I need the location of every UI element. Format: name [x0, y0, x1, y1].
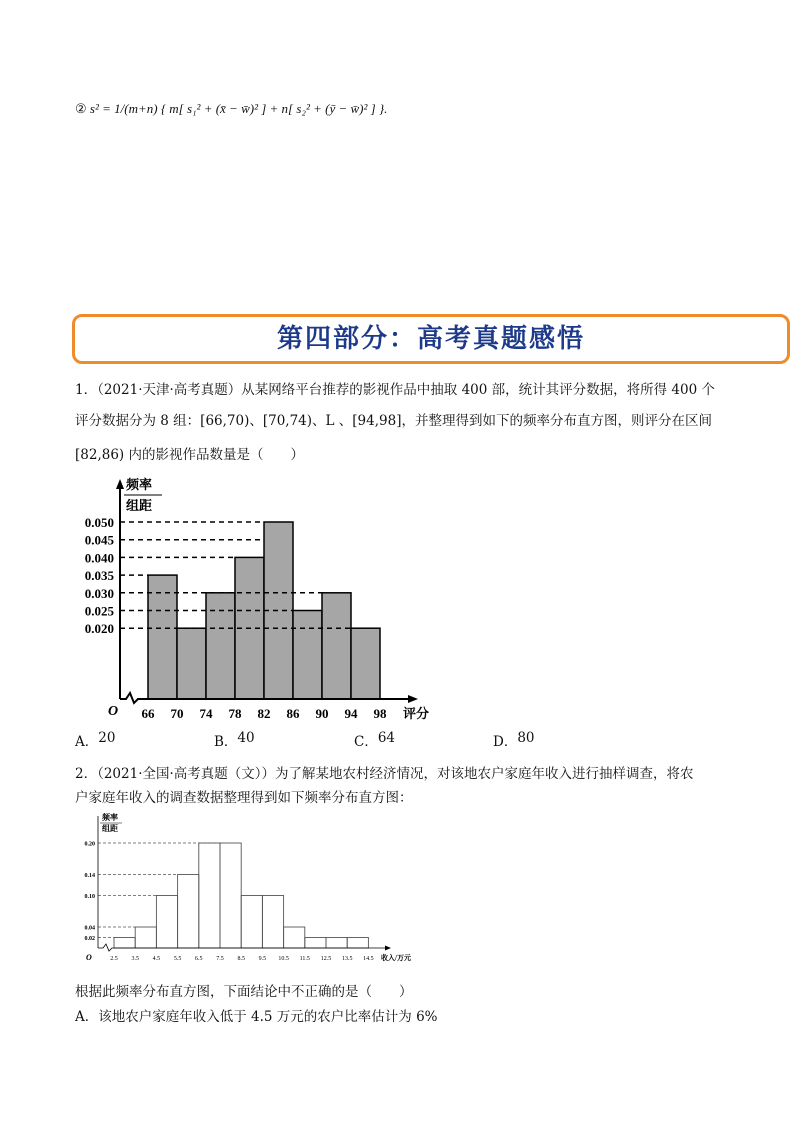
chart2-bar [326, 938, 347, 949]
chart2-bar [347, 938, 368, 949]
chart2-y-tick: 0.20 [84, 841, 95, 848]
chart2-ylabel-top: 频率 [102, 813, 118, 822]
q1-line2: 评分数据分为 8 组：[66,70)、[70,74)、L 、[94,98]，并整理得到如下的频率分布直方图，则评分在区间 [75, 413, 712, 429]
chart1-x-tick: 70 [170, 706, 184, 721]
chart2-x-tick: 5.5 [173, 956, 182, 962]
chart2-x-tick: 14.5 [363, 956, 374, 962]
q1-option-a-label: A． [75, 734, 99, 750]
chart1-x-tick: 82 [257, 706, 271, 721]
q1-option-d-label: D． [493, 734, 518, 750]
chart2-bar [220, 843, 241, 948]
chart2-bar [305, 938, 326, 949]
chart1-axis-break [120, 693, 148, 703]
chart1-x-tick: 86 [286, 706, 300, 721]
chart2-ylabel-bottom: 组距 [102, 824, 118, 833]
chart2-x-tick: 9.5 [258, 956, 267, 962]
q1-option-b[interactable] [214, 730, 255, 751]
chart2-y-tick: 0.10 [84, 894, 95, 900]
chart1-xlabel: 评分 [403, 706, 430, 721]
chart1-y-tick: 0.050 [84, 515, 114, 530]
q1-option-c-value: 64 [377, 730, 396, 746]
q1-option-d[interactable] [493, 730, 535, 751]
chart2-bar [284, 927, 305, 948]
q1-line1: 1．（2021·天津·高考真题）从某网络平台推荐的影视作品中抽取 400 部，统计其评分数据，将所得 400 个 [75, 382, 715, 398]
chart2-x-tick: 12.5 [320, 956, 332, 962]
chart1-bar [322, 593, 351, 699]
formula-prefix: ② [75, 101, 87, 116]
section-header-box [72, 314, 790, 364]
chart1-origin: O [108, 704, 119, 719]
chart2-x-tick: 6.5 [195, 956, 203, 962]
chart1-y-tick: 0.020 [84, 621, 114, 637]
chart1-y-tick: 0.045 [84, 532, 114, 548]
chart1-ylabel-top: 频率 [126, 477, 153, 492]
formula-line [75, 100, 387, 118]
chart2-y-tick: 0.04 [84, 925, 95, 932]
chart2-bar [135, 927, 156, 948]
chart2-bar [199, 843, 220, 948]
q2-line2: 户家庭年收入的调查数据整理得到如下频率分布直方图： [75, 790, 413, 806]
chart2-y-tick: 0.14 [84, 873, 95, 879]
q2-line3: 根据此频率分布直方图，下面结论中不正确的是（ ） [75, 984, 413, 1000]
chart1-ylabel-bottom: 组距 [126, 498, 153, 513]
chart2-x-tick: 2.5 [110, 956, 118, 962]
q1-option-c[interactable] [354, 730, 396, 751]
q1-option-d-value: 80 [517, 730, 535, 746]
chart1-x-tick: 90 [315, 706, 329, 721]
chart2-bar [241, 896, 262, 949]
chart2-x-tick: 10.5 [278, 956, 289, 962]
chart1-x-tick: 78 [228, 706, 242, 721]
chart1-y-arrow [116, 479, 124, 489]
chart1-x-tick: 74 [199, 706, 213, 721]
chart2-axis-break [98, 944, 114, 951]
q1-option-b-value: 40 [237, 730, 255, 746]
chart2-x-tick: 13.5 [341, 956, 353, 962]
chart1-bar [148, 575, 177, 699]
chart2-bar [262, 896, 283, 949]
chart1-y-tick: 0.035 [84, 568, 114, 584]
chart2-bar [178, 875, 199, 949]
chart1-y-tick: 0.040 [84, 550, 114, 566]
chart1-x-tick: 66 [141, 706, 155, 721]
q1-option-c-label: C． [354, 734, 378, 750]
chart1-x-tick: 94 [344, 706, 358, 721]
q2-option-a[interactable]: A．该地农户家庭年收入低于 4.5 万元的农户比率估计为 6% [75, 1009, 438, 1025]
chart2-x-tick: 3.5 [131, 956, 139, 962]
q1-histogram [70, 475, 450, 725]
formula-text: s² = 1/(m+n) { m[ s₁² + (x̄ − w̄)² ] + n[ s₂² + (ȳ − w̄)² ] }. [89, 101, 388, 116]
chart1-bar [351, 628, 380, 699]
chart1-x-tick: 98 [373, 706, 387, 721]
chart2-x-tick: 8.5 [237, 956, 245, 962]
q2-line1: 2．（2021·全国·高考真题（文））为了解某地农村经济情况，对该地农户家庭年收入进行抽样调查，将农 [75, 766, 694, 782]
q1-option-a[interactable] [75, 730, 116, 751]
q2-histogram [70, 810, 415, 970]
chart1-y-tick: 0.030 [84, 585, 114, 601]
chart1-bar [206, 593, 235, 699]
chart1-bar [293, 611, 322, 700]
chart1-x-arrow [408, 695, 418, 703]
q1-option-b-label: B． [214, 734, 238, 750]
chart1-y-tick: 0.025 [84, 603, 114, 619]
chart2-x-tick: 7.5 [216, 956, 224, 962]
chart2-y-tick: 0.02 [84, 936, 95, 942]
chart2-bar [156, 896, 177, 949]
q1-option-a-value: 20 [98, 730, 116, 746]
chart2-origin: O [86, 953, 92, 962]
q1-line3: [82,86) 内的影视作品数量是（ ） [75, 447, 304, 463]
chart2-bar [114, 938, 135, 949]
chart2-x-tick: 11.5 [299, 956, 310, 962]
section-title: 第四部分：高考真题感悟 [276, 324, 585, 354]
chart1-bar [177, 628, 206, 699]
chart2-x-tick: 4.5 [152, 956, 161, 962]
chart2-x-arrow [385, 946, 391, 951]
chart2-xlabel: 收入/万元 [381, 954, 411, 962]
